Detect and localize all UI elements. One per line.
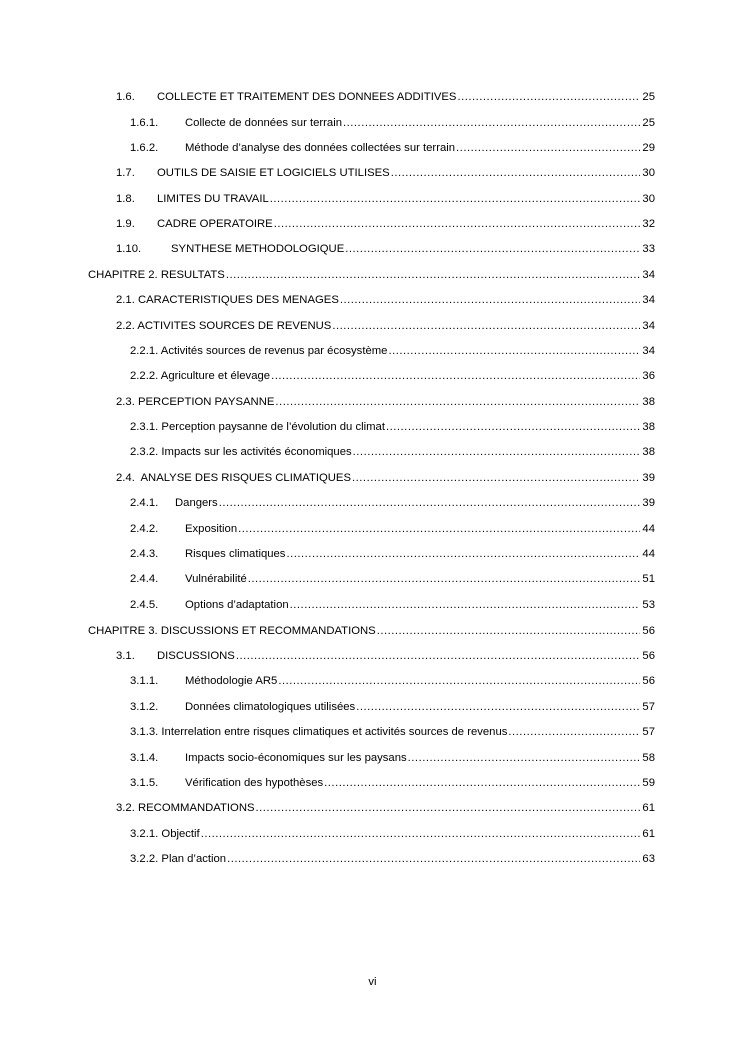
toc-entry[interactable] [130,495,655,511]
toc-entry-title: Méthodologie AR5 [185,675,278,687]
toc-entry-page: 29 [642,142,655,154]
toc-entry-page: 34 [642,294,655,306]
toc-entry[interactable] [130,521,655,537]
toc-dot-leader [377,623,641,639]
toc-entry-title: COLLECTE ET TRAITEMENT DES DONNEES ADDITIVES [157,91,457,103]
toc-entry[interactable] [116,216,655,232]
toc-dot-leader [386,419,640,435]
toc-entry-title: 2.4. ANALYSE DES RISQUES CLIMATIQUES [116,472,352,484]
toc-dot-leader [457,89,640,105]
toc-entry-number: 3.1. [116,650,135,662]
toc-entry-page: 30 [642,193,655,205]
toc-entry-page: 25 [642,117,655,129]
toc-entry-page: 39 [642,497,655,509]
toc-dot-leader [456,140,640,156]
toc-entry[interactable] [130,724,655,740]
toc-entry-page: 56 [642,650,655,662]
toc-entry-page: 38 [642,421,655,433]
toc-entry-number: 1.6.2. [130,142,159,154]
toc-entry[interactable] [130,699,655,715]
toc-entry-title: Vulnérabilité [185,573,247,585]
toc-dot-leader [201,826,641,842]
toc-entry-title: 2.1. CARACTERISTIQUES DES MENAGES [116,294,339,306]
toc-entry-number: 3.1.2. [130,701,159,713]
toc-entry-title: 3.2. RECOMMANDATIONS [116,802,255,814]
toc-entry-page: 63 [642,853,655,865]
toc-entry-title: 2.2. ACTIVITES SOURCES DE REVENUS [116,320,332,332]
toc-dot-leader [343,115,640,131]
toc-entry-number: 3.1.1. [130,675,159,687]
toc-dot-leader [408,750,641,766]
toc-entry[interactable] [130,673,655,689]
toc-dot-leader [238,521,640,537]
toc-entry-title: 3.2.1. Objectif [130,828,200,840]
toc-entry-page: 36 [642,370,655,382]
toc-entry[interactable] [116,800,655,816]
toc-dot-leader [248,571,641,587]
toc-entry-page: 53 [642,599,655,611]
toc-entry-page: 39 [642,472,655,484]
toc-entry-number: 1.10. [116,243,142,255]
toc-entry-page: 56 [642,675,655,687]
toc-entry-number: 1.8. [116,193,135,205]
toc-entry[interactable] [130,546,655,562]
toc-entry-page: 57 [642,726,655,738]
toc-entry-page: 38 [642,446,655,458]
toc-entry-page: 44 [642,548,655,560]
toc-entry-title: CADRE OPERATOIRE [157,218,273,230]
toc-dot-leader [236,648,641,664]
toc-entry-page: 34 [642,269,655,281]
toc-entry-title: CHAPITRE 3. DISCUSSIONS ET RECOMMANDATIONS [88,625,376,637]
toc-dot-leader [286,546,640,562]
toc-dot-leader [324,775,640,791]
toc-entry[interactable] [130,597,655,613]
toc-dot-leader [256,800,641,816]
toc-dot-leader [226,267,641,283]
toc-dot-leader [275,394,640,410]
toc-dot-leader [274,216,641,232]
toc-dot-leader [508,724,640,740]
toc-entry-page: 57 [642,701,655,713]
toc-entry[interactable] [116,89,655,105]
toc-entry-page: 32 [642,218,655,230]
toc-entry-page: 44 [642,523,655,535]
toc-entry[interactable] [130,419,655,435]
toc-entry-page: 58 [642,752,655,764]
toc-dot-leader [388,343,640,359]
toc-dot-leader [219,495,641,511]
toc-entry-title: CHAPITRE 2. RESULTATS [88,269,225,281]
toc-entry[interactable] [130,750,655,766]
toc-dot-leader [391,165,641,181]
toc-entry-number: 2.4.5. [130,599,159,611]
toc-entry[interactable] [116,165,655,181]
toc-entry-title: Exposition [185,523,238,535]
toc-entry[interactable] [116,241,655,257]
toc-entry-page: 51 [642,573,655,585]
toc-entry-page: 38 [642,396,655,408]
toc-entry-page: 33 [642,243,655,255]
toc-entry-title: 2.2.2. Agriculture et élevage [130,370,271,382]
toc-entry-title: Collecte de données sur terrain [185,117,342,129]
toc-entry-number: 2.4.2. [130,523,159,535]
toc-entry[interactable] [130,775,655,791]
toc-entry-page: 61 [642,802,655,814]
toc-entry[interactable] [130,571,655,587]
toc-entry-number: 2.4.3. [130,548,159,560]
toc-dot-leader [290,597,641,613]
toc-entry-number: 1.6. [116,91,135,103]
toc-entry-page: 34 [642,345,655,357]
toc-entry-title: Vérification des hypothèses [185,777,324,789]
toc-entry[interactable] [130,368,655,384]
toc-dot-leader [352,470,640,486]
toc-dot-leader [356,699,640,715]
toc-entry-title: 2.3.2. Impacts sur les activités économiques [130,446,352,458]
toc-entry[interactable] [130,851,655,867]
toc-dot-leader [340,292,641,308]
toc-entry-title: Options d’adaptation [185,599,289,611]
toc-dot-leader [227,851,640,867]
toc-entry-title: DISCUSSIONS [157,650,235,662]
toc-entry-title: 2.3. PERCEPTION PAYSANNE [116,396,275,408]
toc-dot-leader [271,368,640,384]
toc-entry[interactable] [130,343,655,359]
toc-entry-page: 34 [642,320,655,332]
toc-entry-page: 59 [642,777,655,789]
toc-entry-title: Données climatologiques utilisées [185,701,356,713]
toc-entry-title: 3.2.2. Plan d’action [130,853,227,865]
toc-entry-title: OUTILS DE SAISIE ET LOGICIELS UTILISES [157,167,390,179]
toc-entry[interactable] [88,267,655,283]
toc-entry[interactable] [116,470,655,486]
toc-entry-page: 30 [642,167,655,179]
toc-entry-title: Méthode d’analyse des données collectées sur terrain [185,142,456,154]
toc-entry-title: 2.2.1. Activités sources de revenus par écosystème [130,345,388,357]
toc-dot-leader [353,444,641,460]
toc-entry[interactable] [116,191,655,207]
toc-entry-title: 3.1.3. Interrelation entre risques climatiques et activités sources de revenus [130,726,508,738]
toc-entry-title: Impacts socio-économiques sur les paysans [185,752,407,764]
toc-entry-number: 2.4.4. [130,573,159,585]
toc-entry[interactable] [130,444,655,460]
toc-dot-leader [332,318,640,334]
toc-dot-leader [270,191,641,207]
toc-entry[interactable] [130,140,655,156]
toc-entry-title: LIMITES DU TRAVAIL [157,193,269,205]
toc-entry[interactable] [116,318,655,334]
toc-entry-page: 61 [642,828,655,840]
toc-dot-leader [345,241,640,257]
toc-entry-number: 3.1.4. [130,752,159,764]
toc-entry-title: Dangers [175,497,218,509]
toc-entry[interactable] [116,648,655,664]
toc-entry-number: 1.7. [116,167,135,179]
toc-entry-number: 1.9. [116,218,135,230]
toc-dot-leader [278,673,640,689]
toc-entry[interactable] [116,394,655,410]
toc-entry-page: 25 [642,91,655,103]
toc-entry-page: 56 [642,625,655,637]
toc-entry[interactable] [130,115,655,131]
toc-entry-number: 1.6.1. [130,117,159,129]
toc-entry-title: Risques climatiques [185,548,286,560]
toc-entry[interactable] [130,826,655,842]
toc-entry-title: SYNTHESE METHODOLOGIQUE [171,243,345,255]
toc-entry[interactable] [116,292,655,308]
toc-entry-title: 2.3.1. Perception paysanne de l’évolution du climat [130,421,385,433]
toc-entry-number: 2.4.1. [130,497,159,509]
toc-entry-number: 3.1.5. [130,777,159,789]
toc-entry[interactable] [88,623,655,639]
page-number: vi [368,976,377,988]
